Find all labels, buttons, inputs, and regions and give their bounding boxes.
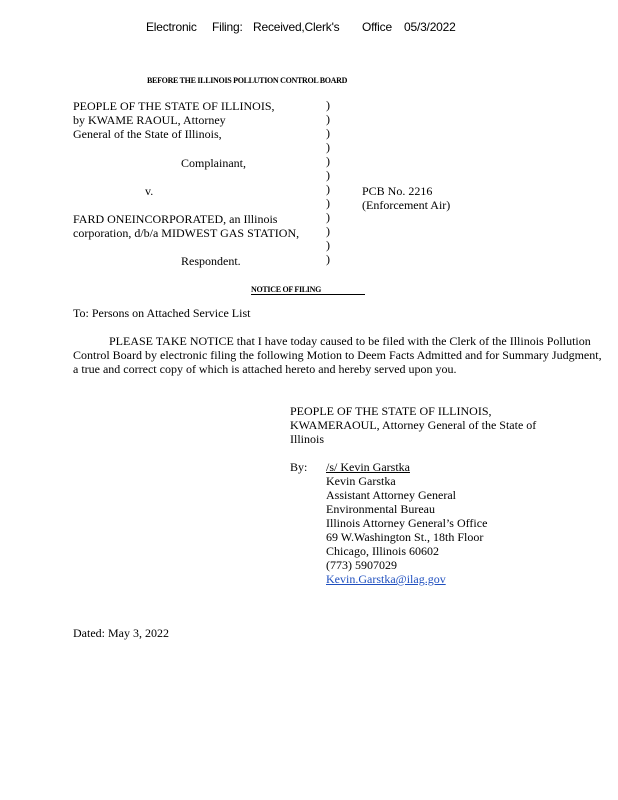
paren: ) bbox=[326, 168, 330, 182]
party-line: Illinois bbox=[290, 432, 325, 446]
caption-parens bbox=[326, 98, 334, 266]
complainant-label: Complainant, bbox=[181, 156, 246, 170]
to-line: To: Persons on Attached Service List bbox=[73, 306, 251, 320]
respondent-block bbox=[73, 212, 299, 240]
board-title: BEFORE THE ILLINOIS POLLUTION CONTROL BOARD bbox=[147, 76, 348, 85]
respondent-line: FARD ONEINCORPORATED, an Illinois bbox=[73, 212, 278, 226]
notice-title: NOTICE OF FILING bbox=[251, 285, 322, 294]
signer-email-link[interactable]: Kevin.Garstka@ilag.gov bbox=[326, 572, 446, 586]
stamp-electronic: Electronic bbox=[146, 20, 197, 34]
paren: ) bbox=[326, 126, 330, 140]
paren: ) bbox=[326, 112, 330, 126]
paren: ) bbox=[326, 196, 330, 210]
stamp-office: Office bbox=[362, 20, 392, 34]
paren: ) bbox=[326, 140, 330, 154]
by-label: By: bbox=[290, 460, 308, 474]
notice-body: PLEASE TAKE NOTICE that I have today caused to be filed with the Clerk of the Illinois Pollution Control Board by electronic filing the following Motion to Deem Facts Admitted and for Summary Judgment, a true and correct copy of which is attached hereto and hereby served upon you. bbox=[73, 334, 602, 376]
notice-title-rule bbox=[251, 294, 365, 295]
paren: ) bbox=[326, 252, 330, 266]
signer-street: 69 W.Washington St., 18th Floor bbox=[326, 530, 484, 544]
filing-stamp bbox=[0, 20, 618, 36]
versus-label: v. bbox=[145, 184, 154, 198]
case-info bbox=[362, 184, 450, 212]
electronic-signature: /s/ Kevin Garstka bbox=[326, 460, 410, 474]
signature-party bbox=[290, 404, 536, 446]
case-type: (Enforcement Air) bbox=[362, 198, 451, 212]
respondent-label: Respondent. bbox=[181, 254, 241, 268]
respondent-line: corporation, d/b/a MIDWEST GAS STATION, bbox=[73, 226, 300, 240]
paren: ) bbox=[326, 238, 330, 252]
stamp-filing: Filing: bbox=[212, 20, 243, 34]
stamp-date: 05/3/2022 bbox=[404, 20, 456, 34]
signer-bureau: Environmental Bureau bbox=[326, 502, 435, 516]
paren: ) bbox=[326, 210, 330, 224]
paren: ) bbox=[326, 98, 330, 112]
signer-office: Illinois Attorney General’s Office bbox=[326, 516, 488, 530]
complainant-block bbox=[73, 99, 275, 141]
paren: ) bbox=[326, 224, 330, 238]
signer-phone: (773) 5907029 bbox=[326, 558, 397, 572]
paren: ) bbox=[326, 154, 330, 168]
complainant-line: General of the State of Illinois, bbox=[73, 127, 222, 141]
signer-title: Assistant Attorney General bbox=[326, 488, 456, 502]
signature-details bbox=[326, 460, 487, 586]
stamp-received: Received,Clerk's bbox=[253, 20, 340, 34]
dated-line: Dated: May 3, 2022 bbox=[73, 626, 169, 640]
complainant-line: PEOPLE OF THE STATE OF ILLINOIS, bbox=[73, 99, 275, 113]
case-number: PCB No. 2216 bbox=[362, 184, 433, 198]
signer-name: Kevin Garstka bbox=[326, 474, 396, 488]
complainant-line: by KWAME RAOUL, Attorney bbox=[73, 113, 226, 127]
party-line: KWAMERAOUL, Attorney General of the State of bbox=[290, 418, 537, 432]
signer-city: Chicago, Illinois 60602 bbox=[326, 544, 439, 558]
party-line: PEOPLE OF THE STATE OF ILLINOIS, bbox=[290, 404, 492, 418]
paren: ) bbox=[326, 182, 330, 196]
